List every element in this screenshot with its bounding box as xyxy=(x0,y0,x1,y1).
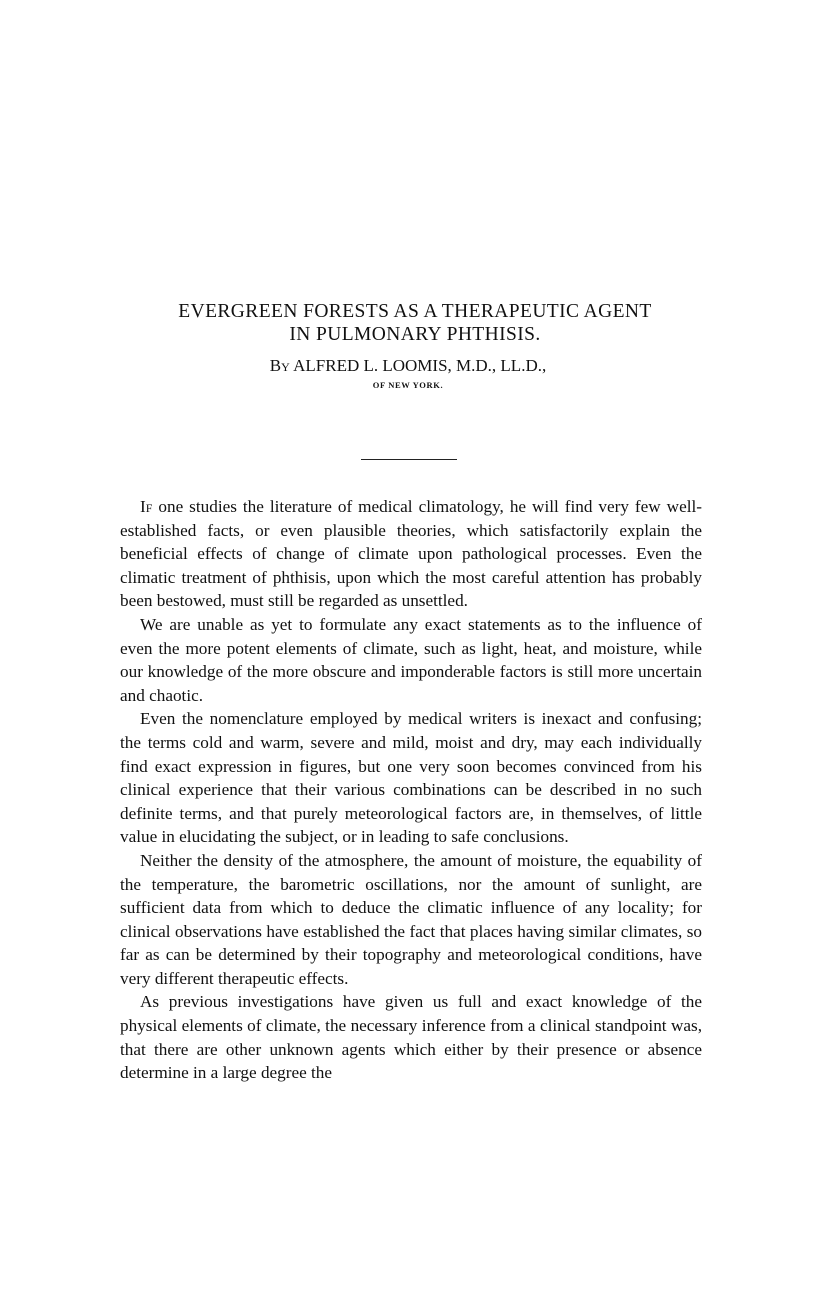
article-body xyxy=(120,495,702,1085)
paragraph-5: As previous investigations have given us full and exact knowledge of the physical elements of climate, the necessary inference from a clinical standpoint was, that there are other unknown agents which either by their presence or absence determine in a large degree the xyxy=(120,992,702,1083)
byline-prefix: By xyxy=(269,356,290,375)
title-line-1: EVERGREEN FORESTS AS A THERAPEUTIC AGENT xyxy=(178,301,652,322)
paragraph-1-text: one studies the literature of medical climatology, he will find very few well-established facts, or even plausible theories, which satisfactorily explain the beneficial effects of change of climate upon pathological processes. Even the climatic treatment of phthisis, upon which the most careful attention has probably been bestowed, must still be regarded as unsettled. xyxy=(120,497,702,611)
paragraph-3: Even the nomenclature employed by medical writers is inexact and confusing; the terms cold and warm, severe and mild, moist and dry, may each individually find exact expression in figures, but one very soon becomes convinced from his clinical experience that their various combinations can be described in no such definite terms, and that purely meteorological factors are, in themselves, of little value in elucidating the subject, or in leading to safe conclusions. xyxy=(120,709,702,847)
title-separator-rule xyxy=(361,459,457,460)
article-title xyxy=(90,300,740,346)
author-affiliation: OF NEW YORK. xyxy=(372,380,444,390)
paragraph-1 xyxy=(120,495,702,613)
paragraph-1-opening-word: If xyxy=(140,497,153,516)
paragraph-2: We are unable as yet to formulate any exact statements as to the influence of even the more potent elements of climate, such as light, heat, and moisture, while our knowledge of the more obscure and imponderable factors is still more uncertain and chaotic. xyxy=(120,614,702,705)
byline xyxy=(0,356,816,376)
title-line-2: IN PULMONARY PHTHISIS. xyxy=(289,324,541,345)
paragraph-4: Neither the density of the atmosphere, the amount of moisture, the equability of the temperature, the barometric oscillations, nor the amount of sunlight, are sufficient data from which to deduce the climatic influence of any locality; for clinical observations have established the fact that places having similar climates, so far as can be determined by their topography and meteorological conditions, have very different therapeutic effects. xyxy=(120,850,702,988)
author-name: ALFRED L. LOOMIS, M.D., LL.D., xyxy=(293,356,547,375)
